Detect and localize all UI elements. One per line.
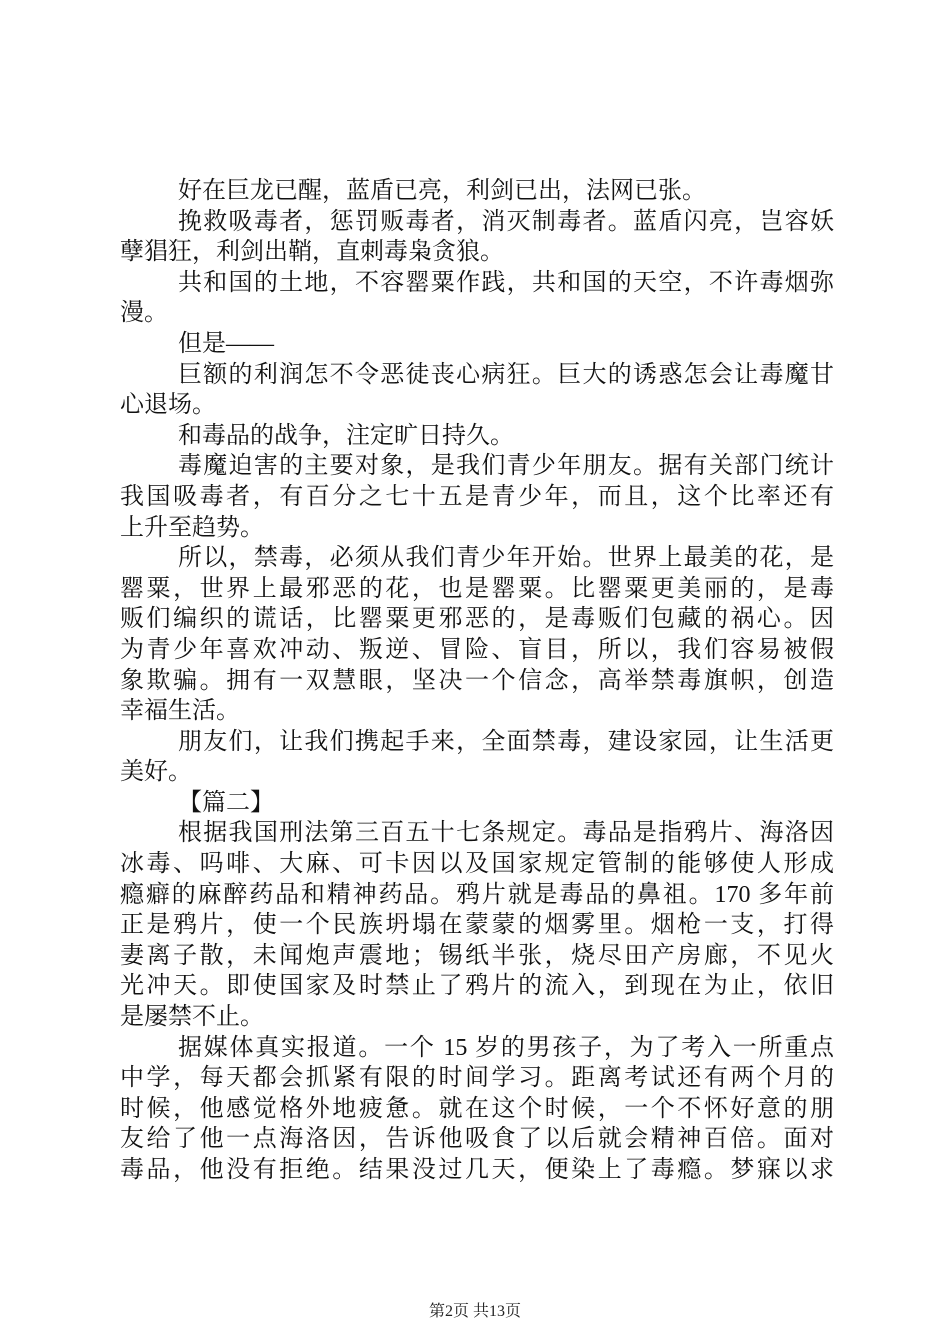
paragraph	[120, 268, 834, 329]
text-line: 我国吸毒者，有百分之七十五是青少年，而且，这个比率还有	[120, 483, 834, 510]
text-line: 好在巨龙已醒，蓝盾已亮，利剑已出，法网已张。	[178, 178, 706, 204]
text-line: 象欺骗。拥有一双慧眼，坚决一个信念，高举禁毒旗帜，创造	[120, 667, 834, 694]
text-line: 挽救吸毒者，惩罚贩毒者，消灭制毒者。蓝盾闪亮，岂容妖	[178, 208, 834, 235]
text-line: 孽猖狂，利剑出鞘，直刺毒枭贪狼。	[120, 239, 504, 266]
paragraph	[120, 727, 834, 788]
text-line: 巨额的利润怎不令恶徒丧心病狂。巨大的诱惑怎会让毒魔甘	[178, 361, 834, 388]
paragraph	[120, 818, 834, 1032]
paragraph	[120, 207, 834, 268]
text-line: 友给了他一点海洛因，告诉他吸食了以后就会精神百倍。面对	[120, 1126, 834, 1153]
text-line: 但是——	[178, 330, 274, 357]
text-line: 毒品，他没有拒绝。结果没过几天，便染上了毒瘾。梦寐以求	[120, 1157, 834, 1183]
paragraph	[120, 451, 834, 543]
text-line: 根据我国刑法第三百五十七条规定。毒品是指鸦片、海洛因	[178, 820, 834, 847]
text-line: 漫。	[120, 300, 168, 327]
text-line: 幸福生活。	[120, 698, 240, 725]
text-line: 冰毒、吗啡、大麻、可卡因以及国家规定管制的能够使人形成	[120, 851, 834, 878]
paragraph	[120, 176, 834, 207]
document-body	[120, 176, 834, 1186]
text-line: 共和国的土地，不容罂粟作践，共和国的天空，不许毒烟弥	[178, 269, 834, 296]
page-footer: 第2页 共13页	[428, 1303, 521, 1320]
text-line: 毒魔迫害的主要对象，是我们青少年朋友。据有关部门统计	[178, 453, 834, 480]
text-line: 贩们编织的谎话，比罂粟更邪恶的，是毒贩们包藏的祸心。因	[120, 606, 834, 633]
text-line: 为青少年喜欢冲动、叛逆、冒险、盲目，所以，我们容易被假	[120, 636, 834, 663]
text-line: 是屡禁不止。	[120, 1004, 264, 1031]
text-line: 心退场。	[120, 392, 216, 419]
paragraph	[120, 1033, 834, 1186]
text-line: 朋友们，让我们携起手来，全面禁毒，建设家园，让生活更	[178, 728, 834, 755]
text-line: 【篇二】	[178, 789, 274, 816]
paragraph	[120, 360, 834, 421]
text-line: 时候，他感觉格外地疲惫。就在这个时候，一个不怀好意的朋	[120, 1095, 834, 1122]
text-line: 所以，禁毒，必须从我们青少年开始。世界上最美的花，是	[178, 545, 834, 572]
text-line: 妻离子散，未闻炮声震地；锡纸半张，烧尽田产房廊，不见火	[120, 942, 834, 969]
text-line: 正是鸦片，使一个民族坍塌在蒙蒙的烟雾里。烟枪一支，打得	[120, 912, 834, 939]
text-line: 光冲天。即使国家及时禁止了鸦片的流入，到现在为止，依旧	[120, 973, 834, 1000]
text-line: 据媒体真实报道。一个 15 岁的男孩子，为了考入一所重点	[178, 1034, 834, 1061]
paragraph	[120, 788, 834, 819]
text-line: 罂粟，世界上最邪恶的花，也是罂粟。比罂粟更美丽的，是毒	[120, 575, 834, 602]
text-line: 上升至趋势。	[120, 514, 264, 541]
text-line: 瘾癖的麻醉药品和精神药品。鸦片就是毒品的鼻祖。170 多年前	[120, 881, 834, 908]
paragraph	[120, 543, 834, 727]
paragraph	[120, 421, 834, 452]
text-line: 美好。	[120, 759, 192, 786]
text-line: 和毒品的战争，注定旷日持久。	[178, 422, 514, 449]
paragraph	[120, 329, 834, 360]
text-line: 中学，每天都会抓紧有限的时间学习。距离考试还有两个月的	[120, 1065, 834, 1092]
